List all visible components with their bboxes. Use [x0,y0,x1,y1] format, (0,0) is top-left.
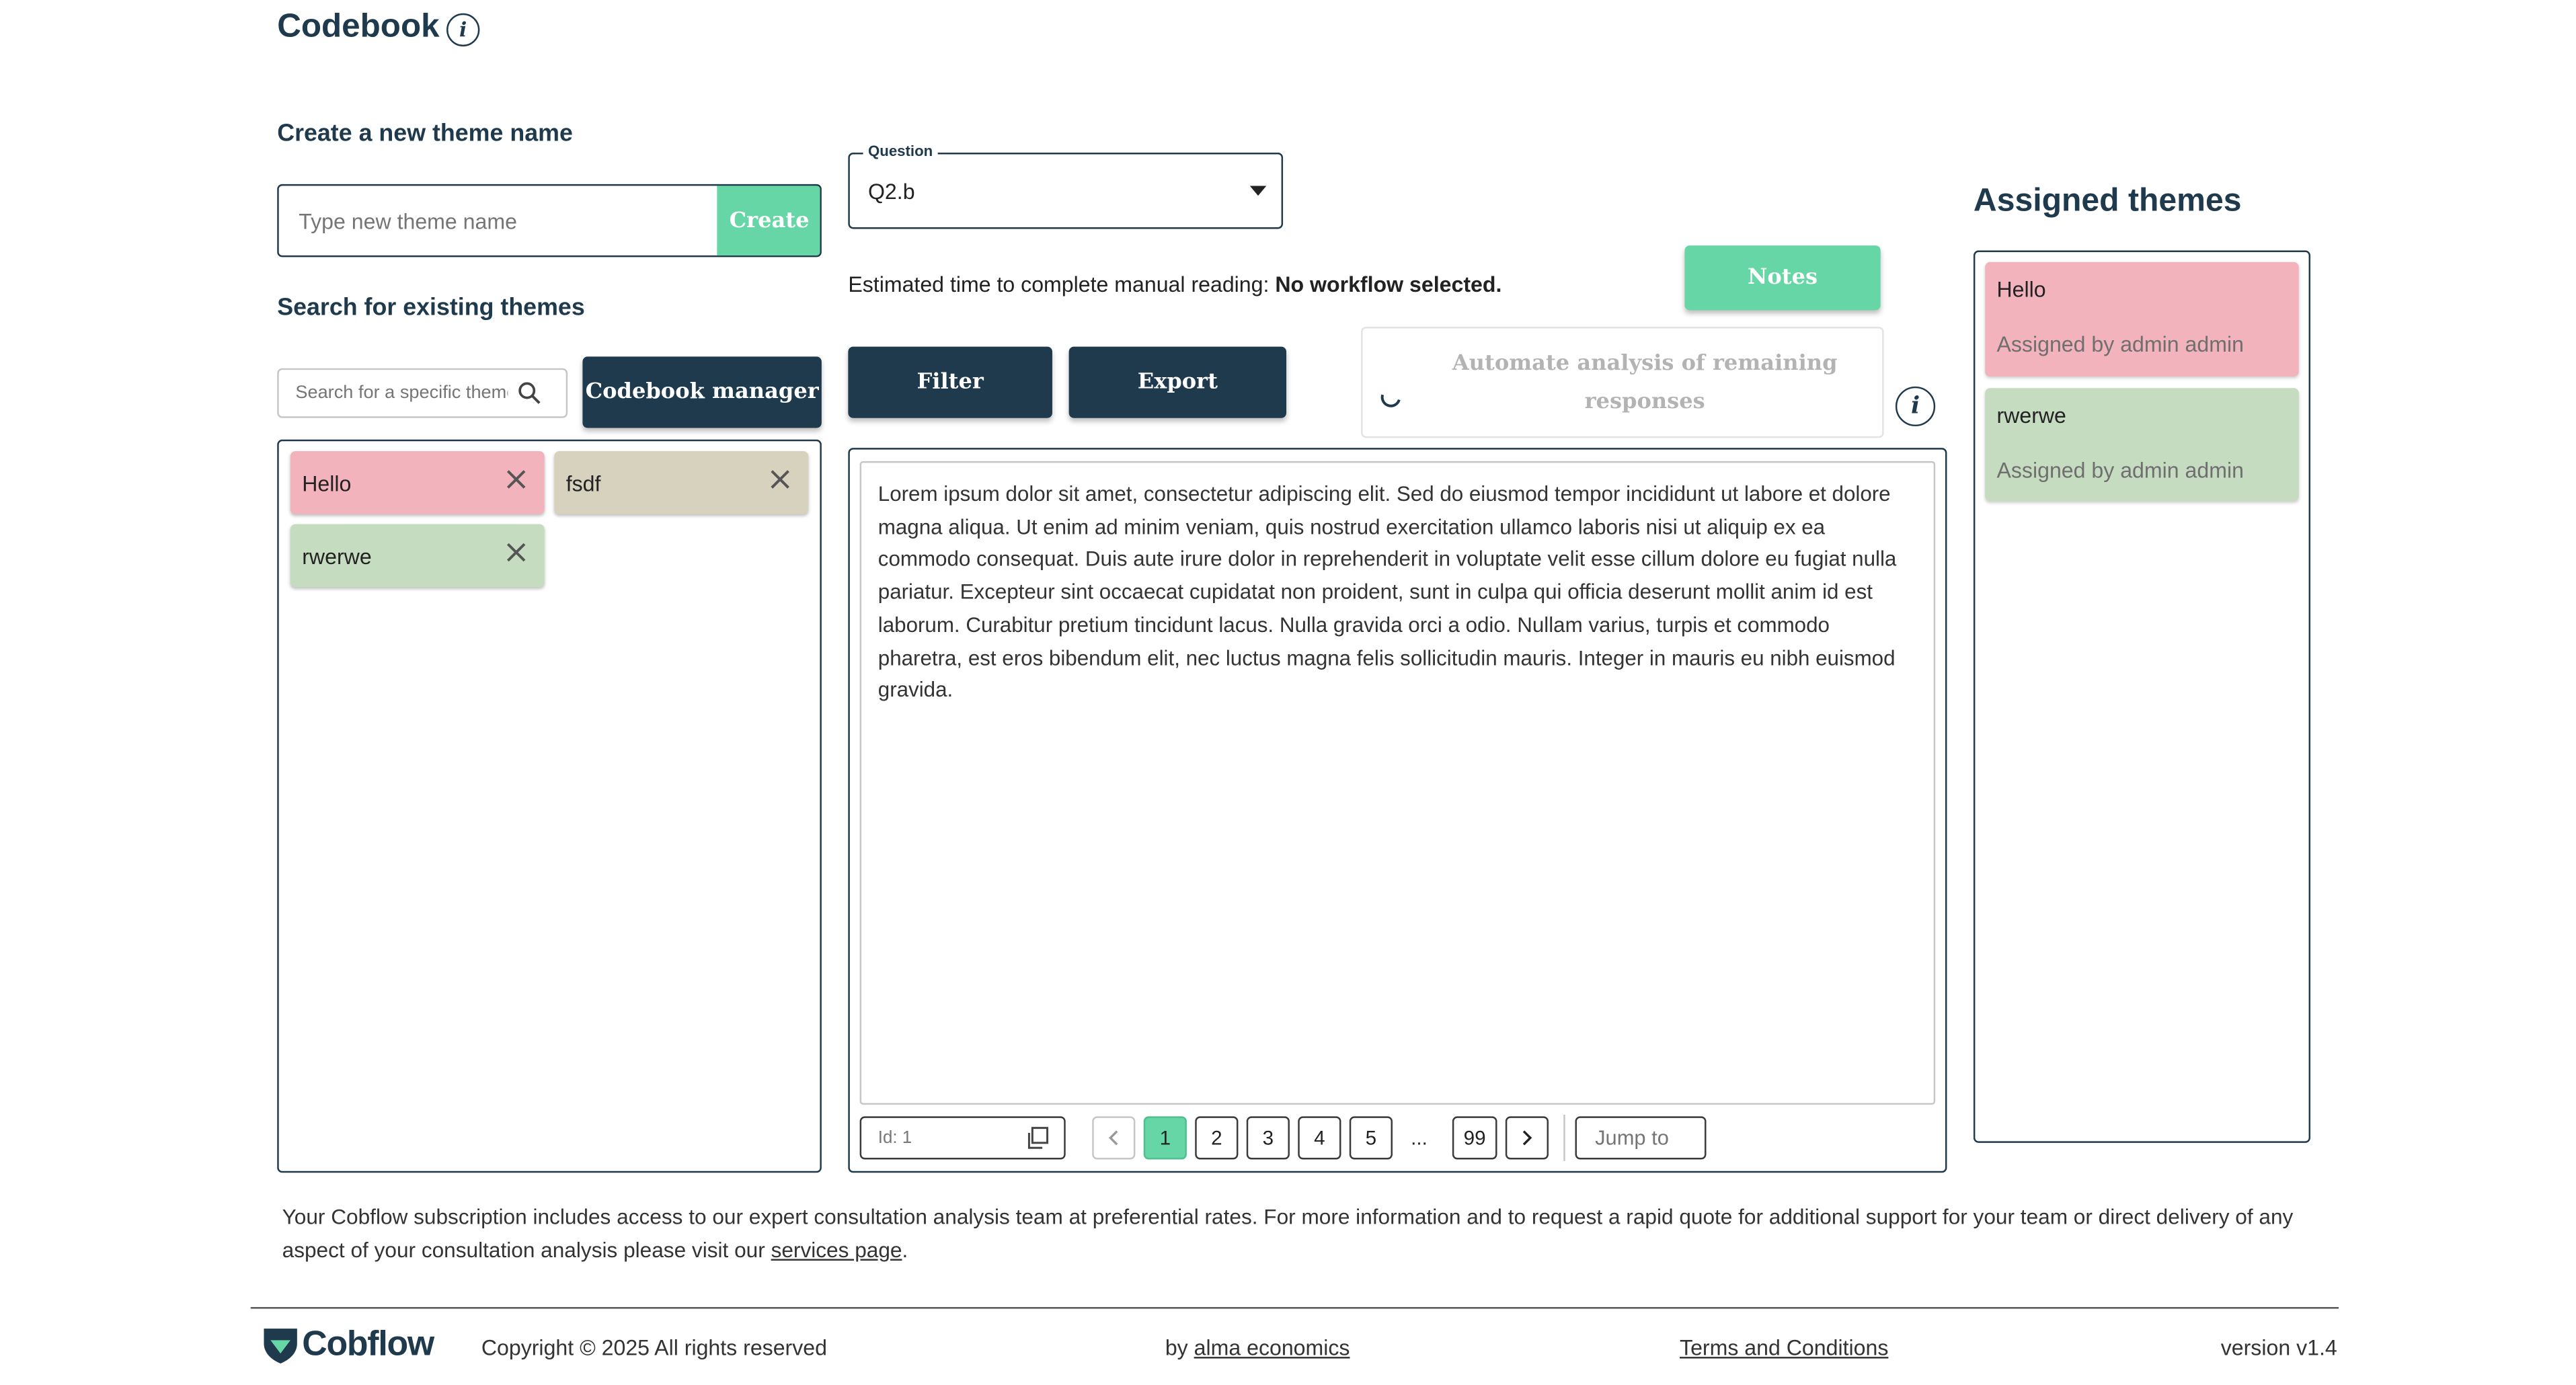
question-selected-value: Q2.b [867,179,915,204]
response-text-box [860,461,1936,1105]
notice-suffix: . [902,1237,908,1263]
services-page-link[interactable]: services page [771,1237,902,1263]
loading-spinner-icon [1379,385,1403,408]
theme-chip-hello[interactable] [290,451,545,514]
question-select[interactable] [848,143,1283,229]
logo-text: Cobflow [302,1325,434,1363]
create-theme-heading: Create a new theme name [277,121,573,148]
chevron-left-icon [1107,1130,1120,1146]
export-button[interactable]: Export [1069,347,1286,418]
theme-chip-label: fsdf [565,470,601,496]
theme-list-panel [277,440,822,1173]
estimate-text [848,272,1501,297]
estimate-prefix: Estimated time to complete manual reading: [848,272,1276,297]
chevron-down-icon [1250,186,1267,196]
footer-divider [251,1307,2339,1308]
alma-economics-link[interactable]: alma economics [1194,1335,1350,1361]
page-button-99[interactable]: 99 [1452,1116,1497,1159]
response-panel [848,448,1947,1173]
prev-page-button[interactable] [1092,1116,1135,1159]
search-icon[interactable] [518,381,541,405]
assigned-theme-name: Hello [1996,277,2046,303]
assigned-theme-name: rwerwe [1996,403,2066,428]
copyright: Copyright © 2025 All rights reserved [481,1335,827,1361]
estimate-value: No workflow selected. [1275,272,1502,297]
automate-analysis-button[interactable] [1361,327,1884,438]
close-icon[interactable] [504,468,528,491]
page-button-1[interactable]: 1 [1144,1116,1187,1159]
assigned-theme-by: Assigned by admin admin [1996,331,2244,357]
theme-chip-rwerwe[interactable] [290,524,545,588]
response-text: Lorem ipsum dolor sit amet, consectetur adipiscing elit. Sed do eiusmod tempor incididunt ut labore et dolore magna aliqua. Ut enim ad minim veniam, quis nostrud exercitation ullamco laboris nisi ut aliquip ex ea commodo consequat. Duis aute irure dolor in reprehenderit in voluptate velit esse cillum dolore eu fugiat nulla pariatur. Excepteur sint occaecat cupidatat non proident, sunt in culpa qui officia deserunt mollit anim id est laborum. Curabitur pretium tincidunt lacus. Nulla gravida orci a odio. Nullam varius, turpis et commodo pharetra, est eros bibendum elit, nec luctus magna felis sollicitudin mauris. Integer in mauris eu nibh euismod gravida. [877,482,1897,703]
new-theme-input[interactable] [279,186,717,255]
by-credit [1165,1335,1350,1360]
page-title: Codebook [277,8,440,45]
response-id-field[interactable] [860,1116,1066,1159]
pagination-ellipsis: ... [1411,1126,1428,1150]
version-label: version v1.4 [2220,1335,2337,1361]
cobflow-logo[interactable] [261,1325,434,1365]
jump-to-input[interactable] [1575,1116,1707,1159]
info-icon[interactable]: i [446,13,479,46]
page-button-4[interactable]: 4 [1298,1116,1341,1159]
notes-button[interactable]: Notes [1684,245,1880,310]
page-button-2[interactable]: 2 [1195,1116,1238,1159]
automate-analysis-label: Automate analysis of remaining responses [1452,352,1838,415]
automate-info-icon[interactable]: i [1896,387,1935,426]
copy-icon[interactable] [1024,1126,1050,1151]
pagination-divider [1563,1115,1565,1161]
response-id-label: Id: 1 [877,1127,912,1148]
assigned-themes-heading: Assigned themes [1973,182,2242,219]
assigned-theme-item[interactable] [1985,388,2299,501]
close-icon[interactable] [504,541,528,564]
theme-search-input[interactable] [279,370,512,416]
by-prefix: by [1165,1335,1194,1361]
shield-logo-icon [261,1325,301,1365]
theme-chip-label: Hello [302,470,352,496]
search-themes-heading: Search for existing themes [277,295,585,322]
theme-search-field [277,368,568,418]
page-button-5[interactable]: 5 [1350,1116,1393,1159]
theme-chip-fsdf[interactable] [554,451,808,514]
subscription-notice [282,1201,2316,1267]
next-page-button[interactable] [1506,1116,1549,1159]
chevron-right-icon [1520,1130,1534,1146]
theme-chip-label: rwerwe [302,543,372,568]
create-theme-form [277,184,822,258]
terms-link[interactable]: Terms and Conditions [1680,1335,1889,1361]
question-legend: Question [863,143,938,159]
assigned-themes-panel [1974,251,2310,1143]
codebook-manager-button[interactable]: Codebook manager [582,356,821,428]
assigned-theme-by: Assigned by admin admin [1996,457,2244,483]
page-button-3[interactable]: 3 [1247,1116,1290,1159]
notice-text: Your Cobflow subscription includes access to our expert consultation analysis team at preferential rates. For more information and to request a rapid quote for additional support for your team or direct delivery of any aspect of your consultation analysis please visit our [282,1204,2294,1263]
filter-button[interactable]: Filter [848,347,1052,418]
close-icon[interactable] [769,468,792,491]
create-button[interactable]: Create [717,186,822,255]
assigned-theme-item[interactable] [1985,262,2299,377]
